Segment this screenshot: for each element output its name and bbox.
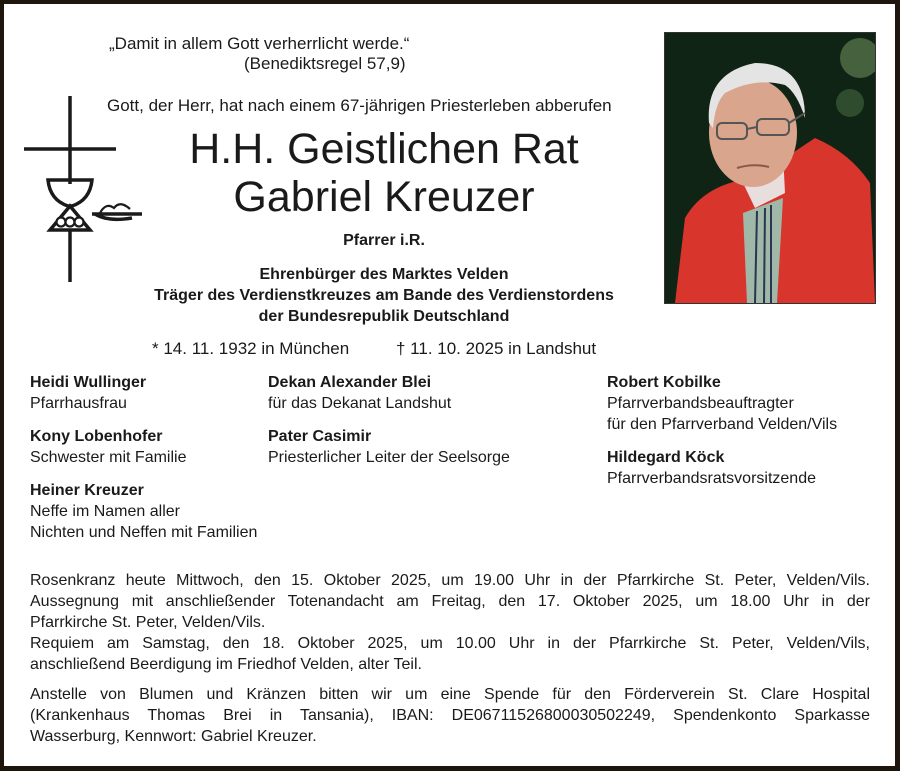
service-schedule bbox=[30, 570, 870, 675]
honor-line: der Bundesrepublik Deutschland bbox=[258, 308, 510, 325]
bible-quote: „Damit in allem Gott verherrlicht werde.“ bbox=[109, 34, 410, 53]
mourner-role: Pfarrverbandsratsvorsitzende bbox=[607, 470, 816, 487]
birth-date: * 14. 11. 1932 in München bbox=[152, 339, 350, 358]
mourner bbox=[268, 426, 510, 468]
mourner-role: Pfarrverbandsbeauftragter bbox=[607, 395, 794, 412]
event-line: anschließend Beerdigung im Friedhof Velden, alter Teil. bbox=[30, 656, 422, 673]
mourner-name: Hildegard Köck bbox=[607, 449, 725, 466]
honor-line: Träger des Verdienstkreuzes am Bande des Verdienstordens bbox=[154, 287, 614, 304]
mourner-name: Robert Kobilke bbox=[607, 374, 721, 391]
mourner bbox=[30, 372, 146, 414]
mourner-name: Dekan Alexander Blei bbox=[268, 374, 432, 391]
deceased-title: H.H. Geistlichen Rat bbox=[189, 125, 579, 173]
event-line: Rosenkranz heute Mittwoch, den 15. Oktober 2025, um 19.00 Uhr in der Pfarrkirche St. Peter, Velden/Vils. bbox=[30, 572, 870, 589]
intro-text: Gott, der Herr, hat nach einem 67-jährigen Priesterleben abberufen bbox=[107, 96, 612, 115]
event-line: Aussegnung mit anschließender Totenandacht am Freitag, den 17. Oktober 2025, um 18.00 Uhr in der bbox=[30, 593, 870, 610]
portrait-illustration bbox=[665, 33, 875, 303]
mourner bbox=[607, 372, 837, 435]
mourner-role: Priesterlicher Leiter der Seelsorge bbox=[268, 449, 510, 466]
position: Pfarrer i.R. bbox=[343, 232, 425, 249]
mourner-role: Schwester mit Familie bbox=[30, 449, 187, 466]
donation-line: (Krankenhaus Thomas Brei in Tansania), IBAN: DE06711526800030502249, Spendenkonto Sparkasse bbox=[30, 707, 870, 724]
mourner-name: Kony Lobenhofer bbox=[30, 428, 163, 445]
mourner-role: für den Pfarrverband Velden/Vils bbox=[607, 416, 838, 433]
mourner-role: Neffe im Namen aller bbox=[30, 503, 180, 520]
donation-line: Wasserburg, Kennwort: Gabriel Kreuzer. bbox=[30, 728, 317, 745]
obituary-card bbox=[4, 4, 895, 766]
mourner-role: Nichten und Neffen mit Familien bbox=[30, 524, 258, 541]
event-line: Requiem am Samstag, den 18. Oktober 2025, um 10.00 Uhr in der Pfarrkirche St. Peter, Velden/Vils, bbox=[30, 635, 870, 652]
mourner-role: für das Dekanat Landshut bbox=[268, 395, 452, 412]
mourner bbox=[30, 480, 257, 543]
mourner-role: Pfarrhausfrau bbox=[30, 395, 127, 412]
mourner-name: Pater Casimir bbox=[268, 428, 372, 445]
event-line: Pfarrkirche St. Peter, Velden/Vils. bbox=[30, 614, 266, 631]
mourner-name: Heiner Kreuzer bbox=[30, 482, 144, 499]
donation-line: Anstelle von Blumen und Kränzen bitten wir um eine Spende für den Förderverein St. Clare Hospital bbox=[30, 686, 870, 703]
portrait-photo bbox=[664, 32, 876, 304]
death-date: † 11. 10. 2025 in Landshut bbox=[396, 339, 597, 358]
honors bbox=[104, 264, 664, 327]
donation-note bbox=[30, 684, 870, 747]
deceased-name: Gabriel Kreuzer bbox=[233, 173, 535, 221]
mourner bbox=[268, 372, 451, 414]
quote-source: (Benediktsregel 57,9) bbox=[244, 54, 406, 73]
mourner-name: Heidi Wullinger bbox=[30, 374, 147, 391]
mourner bbox=[30, 426, 186, 468]
mourner bbox=[607, 447, 816, 489]
honor-line: Ehrenbürger des Marktes Velden bbox=[259, 266, 509, 283]
